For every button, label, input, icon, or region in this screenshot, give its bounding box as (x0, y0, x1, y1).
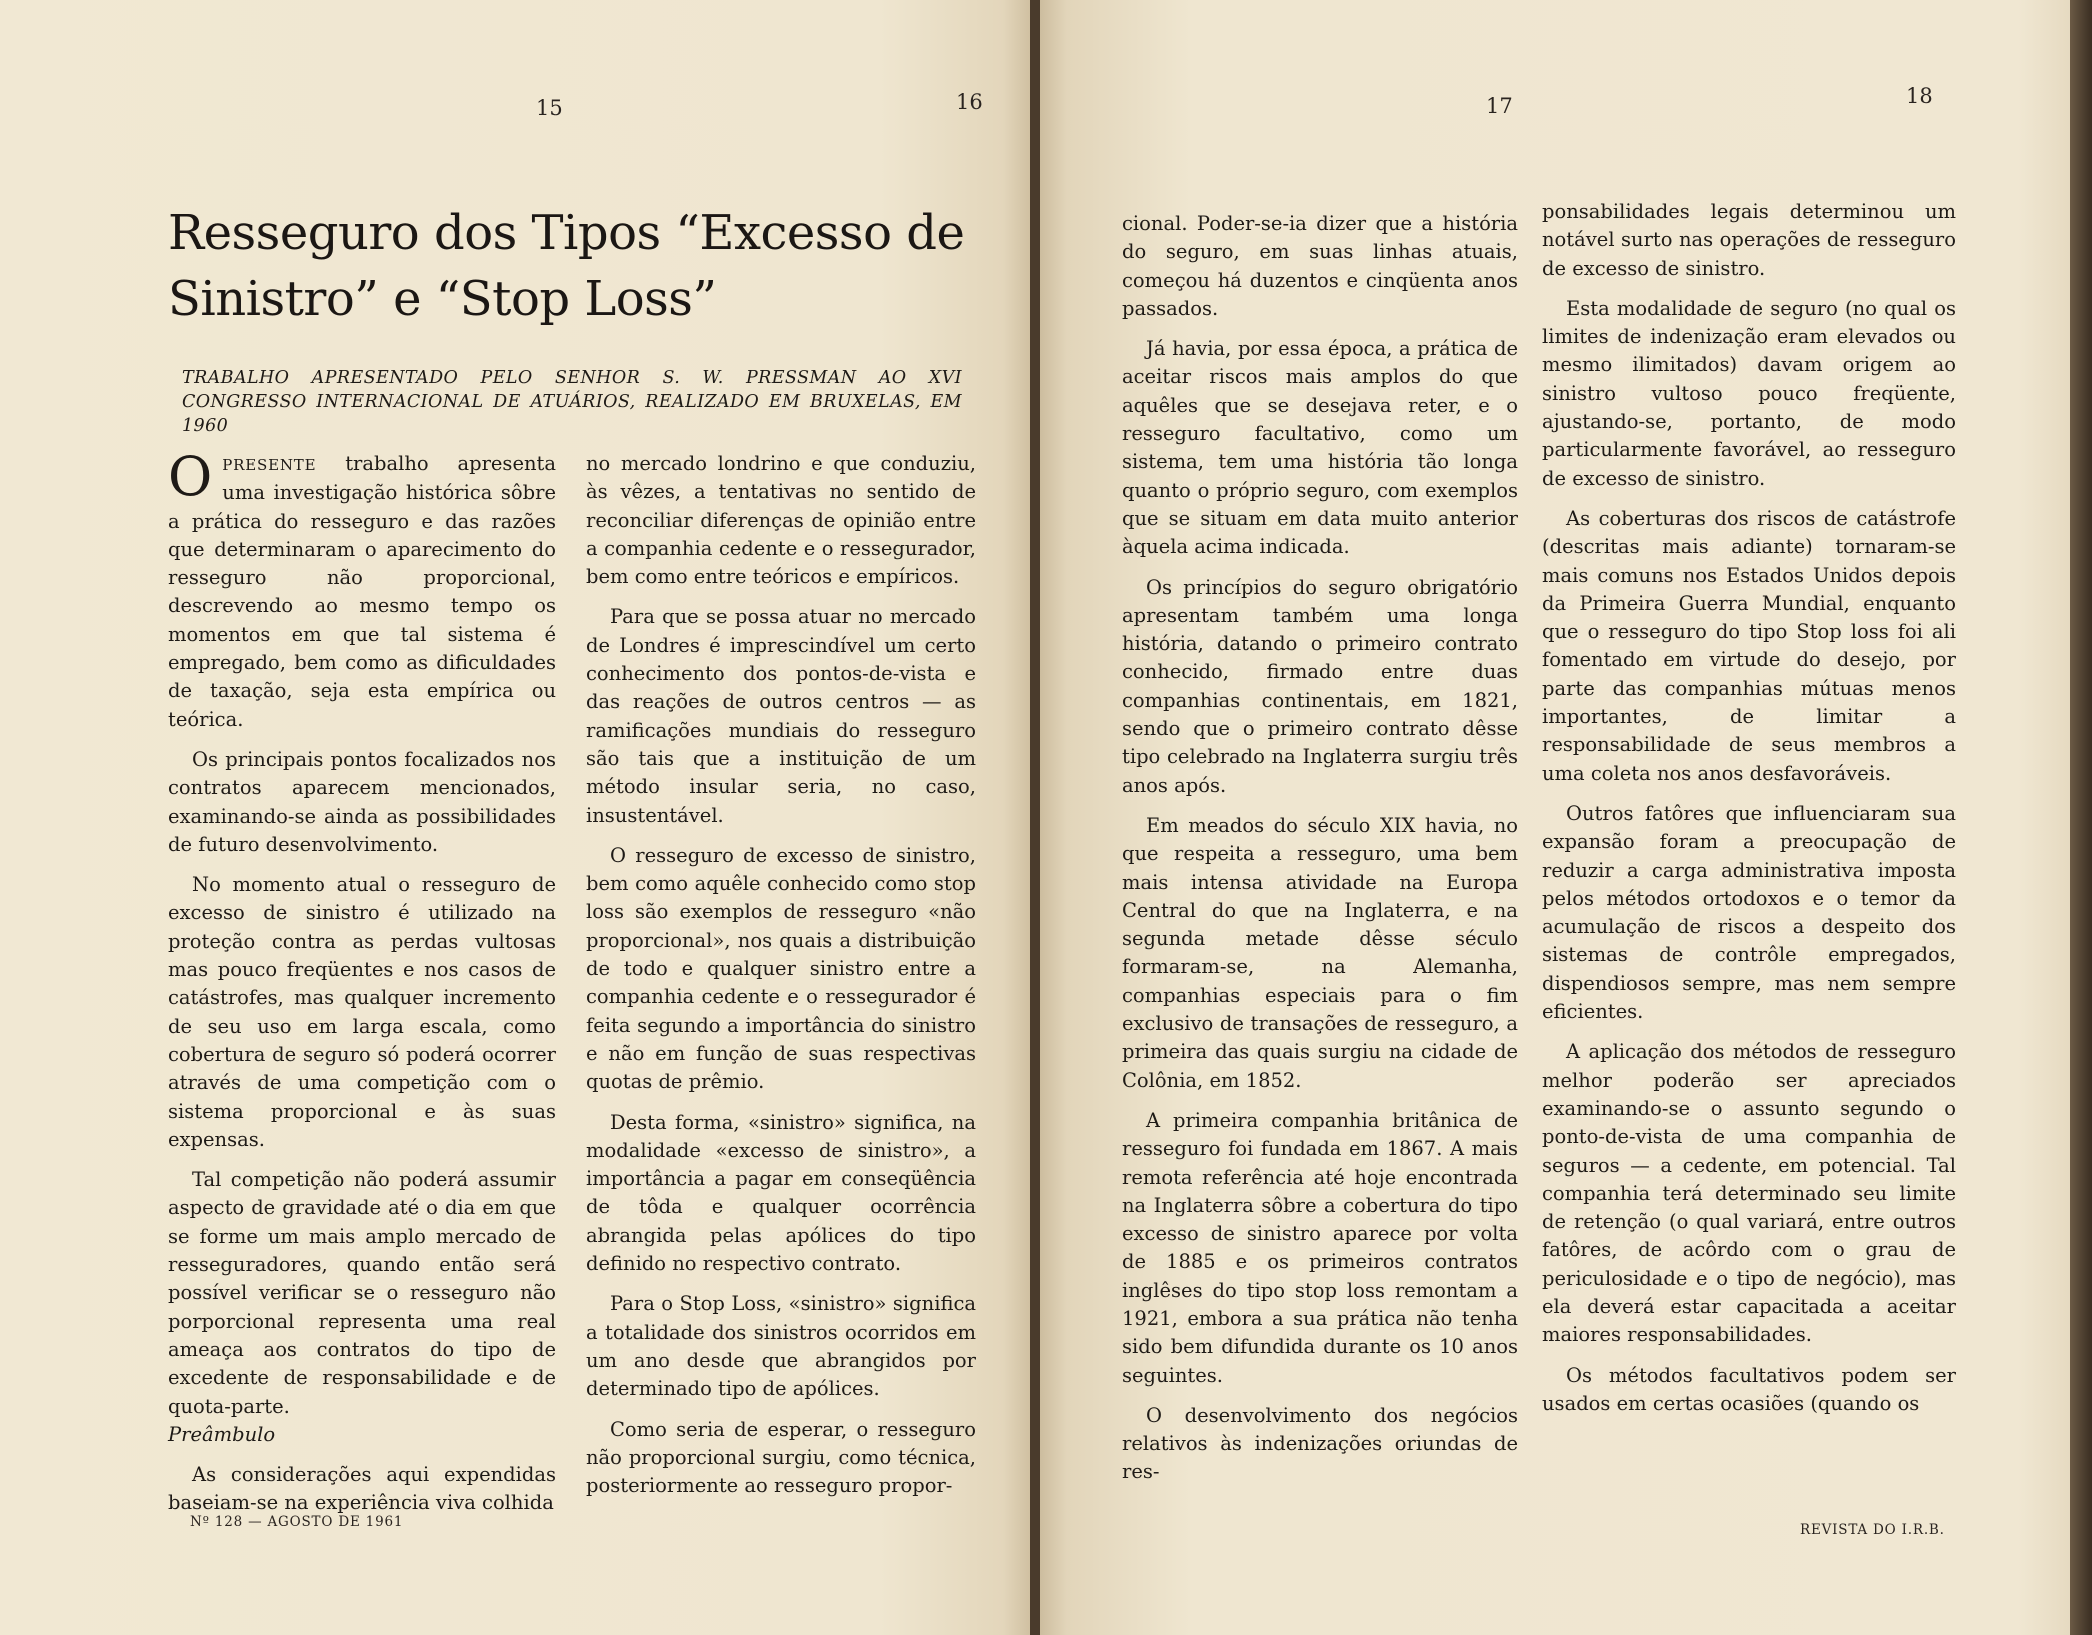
page-number-18: 18 (1906, 84, 1933, 108)
column-4-paragraph: Outros fatôres que influenciaram sua expansão foram a preocupação de reduzir a carga administrativa imposta pelos métodos ortodoxos e o temor da acumulação de riscos a despeito dos sistemas de contrôle empregados, dispendiosos sempre, mas nem sempre eficientes. (1542, 801, 1956, 1024)
column-2-paragraph: no mercado londrino e que conduziu, às vêzes, a tentativas no sentido de reconciliar diferenças de opinião entre a companhia cedente e o ressegurador, bem como entre teóricos e empíricos. (586, 452, 976, 589)
column-1-paragraph: As considerações aqui expendidas baseiam-se na experiência viva colhida (168, 1463, 556, 1515)
page-number-17: 17 (1486, 94, 1513, 118)
footer-issue: Nº 128 — AGOSTO DE 1961 (190, 1514, 404, 1530)
column-3-paragraph: O desenvolvimento dos negócios relativos às indenizações oriundas de res- (1122, 1403, 1518, 1484)
column-1-paragraph (168, 445, 556, 734)
column-3-paragraph: A primeira companhia britânica de resseguro foi fundada em 1867. A mais remota referência até hoje encontrada na Inglaterra sôbre a cobertura do tipo excesso de sinistro aparece por volta de 1885 e os primeiros contratos inglêses do tipo stop loss remontam a 1921, embora a sua prática não tenha sido bem difundida durante os 10 anos seguintes. (1122, 1108, 1518, 1387)
column-3-paragraph: Em meados do século XIX havia, no que respeita a resseguro, uma bem mais intensa atividade na Europa Central do que na Inglaterra, e na segunda metade dêsse século formaram-se, na Alemanha, companhias especiais para o fim exclusivo de transações de resseguro, a primeira das quais surgiu na cidade de Colônia, em 1852. (1122, 813, 1518, 1092)
column-1-paragraph: Tal competição não poderá assumir aspecto de gravidade até o dia em que se forme um mais amplo mercado de resseguradores, quando então será possível verificar se o resseguro não porporcional representa uma real ameaça aos contratos do tipo de excedente de responsabilidade e de quota-parte. (168, 1168, 556, 1418)
column-4-paragraph: Esta modalidade de seguro (no qual os limites de indenização eram elevados ou mesmo ilimitados) davam origem ao sinistro vultoso pouco freqüente, ajustando-se, portanto, de modo particularmente favorável, ao resseguro de excesso de sinistro. (1542, 296, 1956, 490)
page-number-16: 16 (956, 90, 983, 114)
article-title: Resseguro dos Tipos “Excesso de Sinistro” e “Stop Loss” (168, 205, 965, 327)
column-2-paragraph: Para o Stop Loss, «sinistro» significa a totalidade dos sinistros ocorridos em um ano desde que abrangidos por determinado tipo de apólices. (586, 1292, 976, 1401)
column-4-paragraph: ponsabilidades legais determinou um notável surto nas operações de resseguro de excesso de sinistro. (1542, 200, 1956, 280)
column-2 (586, 450, 976, 1512)
column-4-paragraph: A aplicação dos métodos de resseguro melhor poderão ser apreciados examinando-se o assunto segundo o ponto-de-vista de uma companhia de seguros — a cedente, em potencial. Tal companhia terá determinado seu limite de retenção (o qual variará, entre outros fatôres, de acôrdo com o grau de periculosidade e o tipo de negócio), mas ela deverá estar capacitada a aceitar maiores responsabilidades. (1542, 1040, 1956, 1347)
column-3-paragraph: Os princípios do seguro obrigatório apresentam também uma longa história, datando o primeiro contrato conhecido, firmado entre duas companhias continentais, em 1821, sendo que o primeiro contrato dêsse tipo celebrado na Inglaterra surgiu três anos após. (1122, 575, 1518, 797)
column-1-paragraph: No momento atual o resseguro de excesso de sinistro é utilizado na proteção contra as perdas vultosas mas pouco freqüentes e nos casos de catástrofes, mas qualquer incremento de seu uso em larga escala, como cobertura de seguro só poderá ocorrer através de uma competição com o sistema proporcional e às suas expensas. (168, 873, 556, 1151)
column-4-paragraph: As coberturas dos riscos de catástrofe (descritas mais adiante) tornaram-se mais comuns nos Estados Unidos depois da Primeira Guerra Mundial, enquanto que o resseguro do tipo Stop loss foi ali fomentado em virtude do desejo, por parte das companhias mútuas menos importantes, de limitar a responsabilidade de seus membros a uma coleta nos anos desfavoráveis. (1542, 506, 1956, 785)
column-4-paragraph: Os métodos facultativos podem ser usados em certas ocasiões (quando os (1542, 1363, 1956, 1415)
column-2-paragraph: Para que se possa atuar no mercado de Londres é imprescindível um certo conhecimento dos pontos-de-vista e das reações de outros centros — as ramificações mundiais do resseguro são tais que a instituição de um método insular seria, no caso, insustentável. (586, 605, 976, 827)
column-3-paragraph: cional. Poder-se-ia dizer que a história do seguro, em suas linhas atuais, começou há duzentos e cinqüenta anos passados. (1122, 212, 1518, 320)
column-2-paragraph: Desta forma, «sinistro» significa, na modalidade «excesso de sinistro», a importância a pagar em conseqüência de tôda e qualquer ocorrência abrangida pelas apólices do tipo definido no respectivo contrato. (586, 1110, 976, 1276)
drop-cap: O (168, 445, 213, 508)
lead-smallcaps: PRESENTE (222, 456, 317, 474)
column-4 (1542, 198, 1956, 1430)
column-3-paragraph: Já havia, por essa época, a prática de aceitar riscos mais amplos do que aquêles que se desejava reter, e o resseguro facultativo, como um sistema, tem uma história tão longa quanto o próprio seguro, com exemplos que se situam em data muito anterior àquela acima indicada. (1122, 337, 1518, 559)
column-2-paragraph: Como seria de esperar, o resseguro não proporcional surgiu, como técnica, posteriormente ao resseguro propor- (586, 1417, 976, 1498)
column-1-text: trabalho apresenta uma investigação histórica sôbre a prática do resseguro e das razões que determinaram o aparecimento do resseguro não proporcional, descrevendo ao mesmo tempo os momentos em que tal sistema é empregado, bem como as dificuldades de taxação, seja esta empírica ou teórica. (168, 452, 556, 731)
column-2-paragraph: O resseguro de excesso de sinistro, bem como aquêle conhecido como stop loss são exemplos de resseguro «não proporcional», nos quais a distribuição de todo e qualquer sinistro entre a companhia cedente e o ressegurador é feita segundo a importância do sinistro e não em função de suas respectivas quotas de prêmio. (586, 843, 976, 1094)
page-edge (2070, 0, 2092, 1635)
footer-publication: REVISTA DO I.R.B. (1800, 1522, 1945, 1538)
book-gutter (1030, 0, 1040, 1635)
article-subtitle: TRABALHO APRESENTADO PELO SENHOR S. W. PRESSMAN AO XVI CONGRESSO INTERNACIONAL DE ATUÁRIOS, REALIZADO EM BRUXELAS, EM 1960 (182, 368, 962, 436)
page-number-15: 15 (536, 96, 563, 120)
section-heading: Preâmbulo (168, 1422, 276, 1446)
column-1-paragraph: Os principais pontos focalizados nos contratos aparecem mencionados, examinando-se ainda as possibilidades de futuro desenvolvimento. (168, 747, 556, 856)
column-1 (168, 445, 556, 1530)
column-3 (1122, 210, 1518, 1499)
